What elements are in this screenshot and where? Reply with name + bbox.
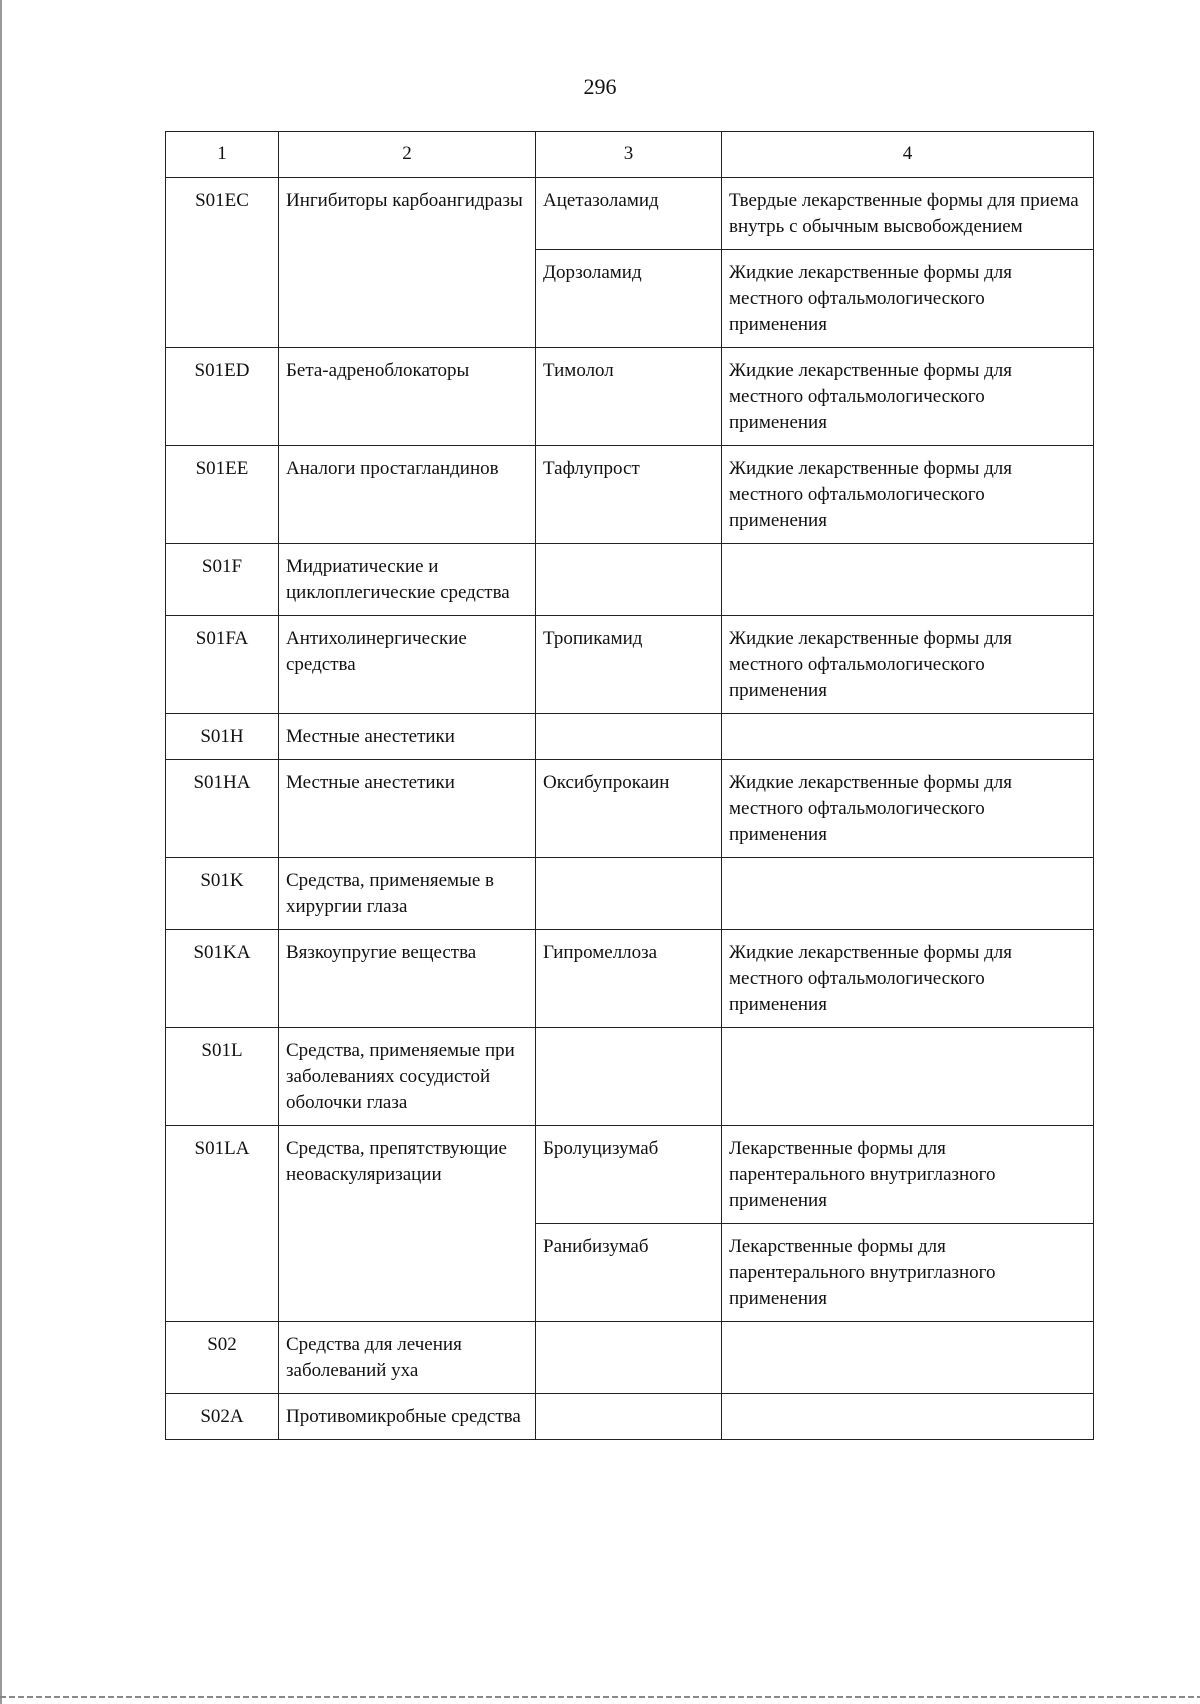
dosage-form-cell: Жидкие лекарственные формы для местного офтальмологического применения <box>722 930 1094 1028</box>
atc-code-cell: S01LA <box>166 1126 279 1322</box>
table-row <box>166 348 1094 446</box>
drug-name-cell <box>536 544 722 616</box>
table-row <box>166 178 1094 250</box>
table-row <box>166 930 1094 1028</box>
group-name-cell: Аналоги простагландинов <box>279 446 536 544</box>
drug-name-cell <box>536 1394 722 1440</box>
table-row <box>166 1322 1094 1394</box>
dosage-form-cell <box>722 714 1094 760</box>
drug-name-cell: Оксибупрокаин <box>536 760 722 858</box>
dosage-form-cell: Жидкие лекарственные формы для местного офтальмологического применения <box>722 616 1094 714</box>
dosage-form-cell <box>722 1394 1094 1440</box>
atc-code-cell: S01H <box>166 714 279 760</box>
group-name-cell: Ингибиторы карбоангидразы <box>279 178 536 348</box>
drug-name-cell <box>536 714 722 760</box>
dosage-form-cell: Лекарственные формы для парентерального внутриглазного применения <box>722 1126 1094 1224</box>
table-row <box>166 714 1094 760</box>
scan-edge-left <box>0 0 2 1704</box>
atc-code-cell: S01HA <box>166 760 279 858</box>
drug-name-cell: Тропикамид <box>536 616 722 714</box>
table-row <box>166 616 1094 714</box>
table-row <box>166 446 1094 544</box>
column-header-3: 3 <box>536 132 722 178</box>
group-name-cell: Мидриатические и циклоплегические средства <box>279 544 536 616</box>
drug-name-cell <box>536 858 722 930</box>
table-row <box>166 544 1094 616</box>
drug-name-cell: Бролуцизумаб <box>536 1126 722 1224</box>
table-header-row <box>166 132 1094 178</box>
atc-code-cell: S01F <box>166 544 279 616</box>
drug-name-cell: Гипромеллоза <box>536 930 722 1028</box>
dosage-form-cell <box>722 1322 1094 1394</box>
group-name-cell: Бета-адреноблокаторы <box>279 348 536 446</box>
group-name-cell: Средства, применяемые в хирургии глаза <box>279 858 536 930</box>
dosage-form-cell: Твердые лекарственные формы для приема внутрь с обычным высвобождением <box>722 178 1094 250</box>
drug-name-cell: Тафлупрост <box>536 446 722 544</box>
drug-name-cell: Тимолол <box>536 348 722 446</box>
drug-name-cell: Ацетазоламид <box>536 178 722 250</box>
table-row <box>166 760 1094 858</box>
dosage-form-cell: Жидкие лекарственные формы для местного офтальмологического применения <box>722 446 1094 544</box>
column-header-4: 4 <box>722 132 1094 178</box>
atc-code-cell: S01EC <box>166 178 279 348</box>
atc-code-cell: S02 <box>166 1322 279 1394</box>
atc-code-cell: S01EE <box>166 446 279 544</box>
column-header-1: 1 <box>166 132 279 178</box>
table-row <box>166 1028 1094 1126</box>
group-name-cell: Вязкоупругие вещества <box>279 930 536 1028</box>
scan-edge-bottom <box>0 1696 1200 1698</box>
column-header-2: 2 <box>279 132 536 178</box>
drug-name-cell <box>536 1322 722 1394</box>
group-name-cell: Средства, применяемые при заболеваниях сосудистой оболочки глаза <box>279 1028 536 1126</box>
group-name-cell: Средства, препятствующие неоваскуляризации <box>279 1126 536 1322</box>
dosage-form-cell: Лекарственные формы для парентерального внутриглазного применения <box>722 1224 1094 1322</box>
atc-code-cell: S01KA <box>166 930 279 1028</box>
page-number: 296 <box>583 74 617 99</box>
drug-name-cell: Ранибизумаб <box>536 1224 722 1322</box>
group-name-cell: Противомикробные средства <box>279 1394 536 1440</box>
atc-code-cell: S02A <box>166 1394 279 1440</box>
table-body <box>166 132 1094 1440</box>
drug-name-cell <box>536 1028 722 1126</box>
table-row <box>166 1126 1094 1224</box>
group-name-cell: Средства для лечения заболеваний уха <box>279 1322 536 1394</box>
group-name-cell: Местные анестетики <box>279 714 536 760</box>
dosage-form-cell: Жидкие лекарственные формы для местного офтальмологического применения <box>722 760 1094 858</box>
atc-code-cell: S01FA <box>166 616 279 714</box>
table-row <box>166 1394 1094 1440</box>
atc-code-cell: S01L <box>166 1028 279 1126</box>
drug-name-cell: Дорзоламид <box>536 250 722 348</box>
dosage-form-cell <box>722 544 1094 616</box>
drug-classification-table <box>165 131 1094 1440</box>
dosage-form-cell: Жидкие лекарственные формы для местного офтальмологического применения <box>722 250 1094 348</box>
dosage-form-cell <box>722 1028 1094 1126</box>
group-name-cell: Антихолинергические средства <box>279 616 536 714</box>
group-name-cell: Местные анестетики <box>279 760 536 858</box>
dosage-form-cell: Жидкие лекарственные формы для местного офтальмологического применения <box>722 348 1094 446</box>
dosage-form-cell <box>722 858 1094 930</box>
atc-code-cell: S01K <box>166 858 279 930</box>
table-row <box>166 858 1094 930</box>
atc-code-cell: S01ED <box>166 348 279 446</box>
